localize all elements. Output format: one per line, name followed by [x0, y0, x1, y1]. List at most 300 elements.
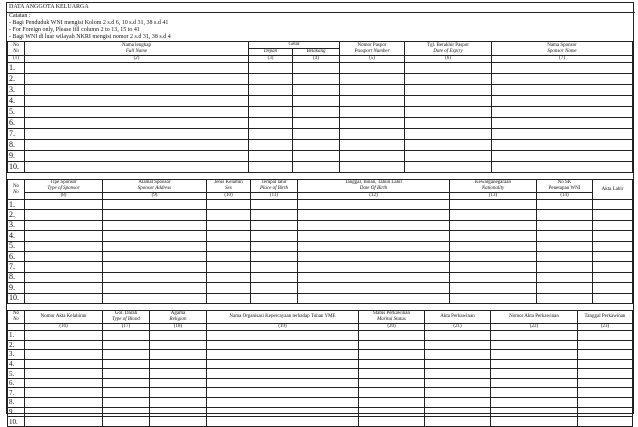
form-cell[interactable]: [578, 388, 633, 398]
form-cell[interactable]: [593, 251, 633, 261]
table-row: [8, 63, 633, 74]
form-cell[interactable]: [150, 340, 207, 350]
form-cell[interactable]: [340, 151, 405, 162]
form-cell[interactable]: [593, 272, 633, 282]
form-cell[interactable]: [150, 369, 207, 379]
form-cell[interactable]: [207, 378, 359, 388]
row-number: 8.: [8, 272, 25, 282]
form-cell[interactable]: [298, 220, 450, 230]
col-passport-header: Nomor Paspor Passport Number: [340, 42, 405, 56]
form-cell[interactable]: [293, 96, 340, 107]
col-date-of-birth-header: Tanggal, Bulan, Tahun Lahir Date Of Birth: [298, 180, 450, 193]
form-cell[interactable]: [537, 210, 593, 220]
form-cell[interactable]: [450, 210, 537, 220]
form-cell[interactable]: [359, 359, 425, 369]
form-cell[interactable]: [298, 283, 450, 293]
form-cell[interactable]: [103, 398, 150, 408]
col-number: (14): [537, 193, 593, 200]
form-cell[interactable]: [359, 350, 425, 360]
form-cell[interactable]: [425, 340, 491, 350]
form-cell[interactable]: [492, 74, 633, 85]
form-cell[interactable]: [249, 74, 293, 85]
form-cell[interactable]: [340, 63, 405, 74]
form-cell[interactable]: [492, 140, 633, 151]
row-number: 4.: [8, 96, 25, 107]
form-cell[interactable]: [593, 210, 633, 220]
form-cell[interactable]: [537, 283, 593, 293]
form-cell[interactable]: [25, 63, 249, 74]
col-sponsor-name-header: Nama Sponsor Sponsor Name: [492, 42, 633, 56]
form-cell[interactable]: [249, 162, 293, 173]
table-row: [8, 407, 633, 417]
form-cell[interactable]: [450, 231, 537, 241]
col-number: (13): [450, 193, 537, 200]
form-cell[interactable]: [251, 220, 298, 230]
form-cell[interactable]: [150, 407, 207, 417]
form-cell[interactable]: [25, 388, 103, 398]
col-nationality-header: Kewarganegaraan Nationality: [450, 180, 537, 193]
form-cell[interactable]: [25, 200, 103, 210]
form-cell[interactable]: [25, 350, 103, 360]
form-cell[interactable]: [298, 262, 450, 272]
form-cell[interactable]: [207, 398, 359, 408]
col-number: (3): [249, 56, 293, 63]
table-row: [8, 210, 633, 220]
col-number: (20): [359, 323, 425, 330]
form-cell[interactable]: [298, 210, 450, 220]
form-cell[interactable]: [207, 330, 359, 340]
form-cell[interactable]: [207, 340, 359, 350]
form-cell[interactable]: [103, 330, 150, 340]
form-cell[interactable]: [593, 231, 633, 241]
form-cell[interactable]: [103, 251, 207, 261]
form-cell[interactable]: [25, 330, 103, 340]
table-row: [8, 417, 633, 427]
form-cell[interactable]: [103, 272, 207, 282]
form-cell[interactable]: [251, 262, 298, 272]
row-number: 10.: [8, 293, 25, 303]
form-cell[interactable]: [491, 369, 578, 379]
form-cell[interactable]: [25, 398, 103, 408]
form-cell[interactable]: [25, 96, 249, 107]
row-number: 1.: [8, 330, 25, 340]
form-cell[interactable]: [25, 340, 103, 350]
form-cell[interactable]: [293, 140, 340, 151]
col-sponsor-type-header: Tipe Sponsor Type of Sponsor: [25, 180, 103, 193]
form-cell[interactable]: [405, 107, 492, 118]
column-number-row: [8, 56, 633, 63]
form-cell[interactable]: [251, 293, 298, 303]
form-cell[interactable]: [537, 251, 593, 261]
form-cell[interactable]: [491, 398, 578, 408]
form-cell[interactable]: [492, 107, 633, 118]
form-cell[interactable]: [405, 140, 492, 151]
form-cell[interactable]: [103, 200, 207, 210]
form-cell[interactable]: [425, 417, 491, 427]
form-cell[interactable]: [25, 272, 103, 282]
table-row: [8, 151, 633, 162]
row-number: 6.: [8, 251, 25, 261]
form-cell[interactable]: [150, 330, 207, 340]
form-cell[interactable]: [491, 350, 578, 360]
note-line: - Bagi WNI di luar wilayah NKRI mengisi nomor 2 s.d 31, 38 s.d 4: [9, 34, 171, 40]
form-cell[interactable]: [593, 220, 633, 230]
table-row: [8, 378, 633, 388]
form-cell[interactable]: [249, 96, 293, 107]
form-cell[interactable]: [450, 272, 537, 282]
form-cell[interactable]: [25, 378, 103, 388]
form-cell[interactable]: [207, 262, 251, 272]
form-cell[interactable]: [425, 407, 491, 417]
form-cell[interactable]: [450, 241, 537, 251]
form-cell[interactable]: [25, 162, 249, 173]
form-cell[interactable]: [491, 407, 578, 417]
form-cell[interactable]: [150, 417, 207, 427]
form-cell[interactable]: [103, 220, 207, 230]
form-cell[interactable]: [578, 398, 633, 408]
form-cell[interactable]: [537, 200, 593, 210]
form-cell[interactable]: [298, 251, 450, 261]
form-cell[interactable]: [298, 293, 450, 303]
form-cell[interactable]: [491, 359, 578, 369]
form-cell[interactable]: [207, 293, 251, 303]
form-cell[interactable]: [425, 359, 491, 369]
table-row: [8, 129, 633, 140]
row-number: 6.: [8, 378, 25, 388]
table-row: [8, 388, 633, 398]
form-cell[interactable]: [103, 210, 207, 220]
col-number: (16): [25, 323, 103, 330]
form-cell[interactable]: [425, 388, 491, 398]
col-sk-header: No SK Penetapan WNI: [537, 180, 593, 193]
col-full-name-header: Nama lengkap Full Name: [25, 42, 249, 56]
form-cell[interactable]: [251, 272, 298, 282]
form-cell[interactable]: [578, 330, 633, 340]
col-religion-header: Agama Religion: [150, 310, 207, 323]
form-cell[interactable]: [293, 63, 340, 74]
form-cell[interactable]: [25, 231, 103, 241]
form-cell[interactable]: [340, 74, 405, 85]
form-cell[interactable]: [340, 162, 405, 173]
form-cell[interactable]: [492, 118, 633, 129]
col-number: (8): [25, 193, 103, 200]
form-cell[interactable]: [425, 330, 491, 340]
table-row: [8, 107, 633, 118]
form-cell[interactable]: [405, 118, 492, 129]
table-row: [8, 85, 633, 96]
form-cell[interactable]: [25, 417, 103, 427]
form-cell[interactable]: [359, 340, 425, 350]
form-cell[interactable]: [492, 162, 633, 173]
form-cell[interactable]: [251, 251, 298, 261]
form-cell[interactable]: [207, 210, 251, 220]
table-row: [8, 272, 633, 282]
form-cell[interactable]: [25, 140, 249, 151]
form-cell[interactable]: [293, 151, 340, 162]
form-cell[interactable]: [103, 359, 150, 369]
col-place-of-birth-header: Tempat lahir Place of Birth: [251, 180, 298, 193]
form-cell[interactable]: [25, 85, 249, 96]
col-back-title-header: Belakang: [293, 49, 340, 56]
form-cell[interactable]: [492, 151, 633, 162]
form-cell[interactable]: [150, 398, 207, 408]
form-cell[interactable]: [25, 118, 249, 129]
form-cell[interactable]: [298, 200, 450, 210]
form-cell[interactable]: [450, 251, 537, 261]
form-cell[interactable]: [249, 140, 293, 151]
form-cell[interactable]: [249, 107, 293, 118]
form-cell[interactable]: [405, 74, 492, 85]
row-number: 9.: [8, 407, 25, 417]
col-title-header: Gelar: [249, 42, 340, 49]
form-cell[interactable]: [450, 293, 537, 303]
form-cell[interactable]: [251, 231, 298, 241]
form-cell[interactable]: [251, 210, 298, 220]
form-cell[interactable]: [450, 220, 537, 230]
form-cell[interactable]: [25, 241, 103, 251]
col-number: (17): [103, 323, 150, 330]
row-number: 5.: [8, 369, 25, 379]
col-number: (11): [251, 193, 298, 200]
form-cell[interactable]: [425, 378, 491, 388]
form-cell[interactable]: [25, 293, 103, 303]
form-cell[interactable]: [207, 359, 359, 369]
table-row: [8, 200, 633, 210]
form-header: [7, 3, 633, 41]
col-no-header: No No: [8, 180, 25, 200]
col-front-title-header: Depan: [249, 49, 293, 56]
form-cell[interactable]: [359, 388, 425, 398]
form-cell[interactable]: [491, 417, 578, 427]
form-cell[interactable]: [425, 350, 491, 360]
form-cell[interactable]: [207, 231, 251, 241]
form-cell[interactable]: [578, 340, 633, 350]
form-cell[interactable]: [103, 262, 207, 272]
table-row: [8, 96, 633, 107]
form-cell[interactable]: [293, 107, 340, 118]
form-cell[interactable]: [359, 369, 425, 379]
form-cell[interactable]: [340, 96, 405, 107]
form-cell[interactable]: [207, 283, 251, 293]
form-cell[interactable]: [537, 241, 593, 251]
form-cell[interactable]: [578, 369, 633, 379]
form-cell[interactable]: [207, 350, 359, 360]
form-cell[interactable]: [359, 378, 425, 388]
form-cell[interactable]: [103, 350, 150, 360]
form-cell[interactable]: [251, 241, 298, 251]
form-cell[interactable]: [405, 96, 492, 107]
form-cell[interactable]: [491, 388, 578, 398]
form-cell[interactable]: [103, 407, 150, 417]
form-cell[interactable]: [340, 129, 405, 140]
form-cell[interactable]: [405, 151, 492, 162]
form-cell[interactable]: [340, 85, 405, 96]
form-cell[interactable]: [593, 262, 633, 272]
row-number: 10.: [8, 162, 25, 173]
col-number: (4): [293, 56, 340, 63]
note-line: Catatan :: [9, 13, 31, 19]
form-cell[interactable]: [150, 378, 207, 388]
form-cell[interactable]: [207, 220, 251, 230]
col-birth-cert-header: Akta Lahir: [593, 180, 633, 200]
col-number: (21): [425, 323, 491, 330]
form-title: DATA ANGGOTA KELUARGA: [7, 4, 635, 13]
form-cell[interactable]: [25, 251, 103, 261]
form-cell[interactable]: [593, 293, 633, 303]
form-cell[interactable]: [450, 200, 537, 210]
form-cell[interactable]: [492, 96, 633, 107]
form-cell[interactable]: [425, 369, 491, 379]
form-cell[interactable]: [207, 407, 359, 417]
form-cell[interactable]: [207, 272, 251, 282]
col-number: (12): [298, 193, 450, 200]
col-number: (1): [8, 56, 25, 63]
form-cell[interactable]: [578, 417, 633, 427]
form-cell[interactable]: [249, 85, 293, 96]
form-cell[interactable]: [293, 129, 340, 140]
form-cell[interactable]: [593, 283, 633, 293]
col-marriage-cert-number-header: Nomor Akta Perkawinan: [491, 310, 578, 323]
col-marriage-date-header: Tanggal Perkawinan: [578, 310, 633, 323]
column-number-row: [8, 323, 633, 330]
form-cell[interactable]: [25, 151, 249, 162]
form-cell[interactable]: [450, 262, 537, 272]
form-cell[interactable]: [103, 378, 150, 388]
form-cell[interactable]: [298, 231, 450, 241]
form-cell[interactable]: [359, 417, 425, 427]
form-cell[interactable]: [103, 417, 150, 427]
form-cell[interactable]: [340, 107, 405, 118]
form-cell[interactable]: [249, 63, 293, 74]
row-number: 10.: [8, 417, 25, 427]
form-cell[interactable]: [492, 129, 633, 140]
form-cell[interactable]: [103, 388, 150, 398]
form-cell[interactable]: [25, 407, 103, 417]
table-row: [8, 231, 633, 241]
form-cell[interactable]: [593, 241, 633, 251]
row-number: 2.: [8, 74, 25, 85]
col-passport-expiry-header: Tgl. Berakhir Paspor Date of Expiry: [405, 42, 492, 56]
row-number: 5.: [8, 107, 25, 118]
col-belief-org-header: Nama Organisasi Kepercayaan terhadap Tuhan YME: [207, 310, 359, 323]
form-cell[interactable]: [359, 398, 425, 408]
form-cell[interactable]: [25, 129, 249, 140]
form-cell[interactable]: [492, 85, 633, 96]
form-cell[interactable]: [207, 200, 251, 210]
form-cell[interactable]: [25, 210, 103, 220]
form-cell[interactable]: [537, 272, 593, 282]
form-cell[interactable]: [578, 350, 633, 360]
form-cell[interactable]: [450, 283, 537, 293]
form-cell[interactable]: [578, 359, 633, 369]
form-cell[interactable]: [537, 231, 593, 241]
form-cell[interactable]: [103, 340, 150, 350]
row-number: 4.: [8, 359, 25, 369]
col-marital-status-header: Status Perkawinan Marital Status: [359, 310, 425, 323]
form-cell[interactable]: [537, 262, 593, 272]
form-cell[interactable]: [103, 241, 207, 251]
form-cell[interactable]: [103, 283, 207, 293]
form-cell[interactable]: [340, 140, 405, 151]
form-cell[interactable]: [103, 293, 207, 303]
form-cell[interactable]: [405, 129, 492, 140]
form-cell[interactable]: [150, 388, 207, 398]
form-cell[interactable]: [491, 330, 578, 340]
form-cell[interactable]: [537, 293, 593, 303]
form-cell[interactable]: [150, 359, 207, 369]
form-cell[interactable]: [359, 330, 425, 340]
form-cell[interactable]: [25, 359, 103, 369]
table-row: [8, 251, 633, 261]
table-row: [8, 162, 633, 173]
form-cell[interactable]: [491, 340, 578, 350]
form-cell[interactable]: [298, 272, 450, 282]
table-row: [8, 118, 633, 129]
form-cell[interactable]: [207, 241, 251, 251]
form-cell[interactable]: [293, 118, 340, 129]
form-cell[interactable]: [207, 369, 359, 379]
row-number: 2.: [8, 340, 25, 350]
row-number: 3.: [8, 85, 25, 96]
form-cell[interactable]: [293, 162, 340, 173]
form-cell[interactable]: [25, 220, 103, 230]
form-cell[interactable]: [249, 129, 293, 140]
form-cell[interactable]: [251, 283, 298, 293]
form-cell[interactable]: [298, 241, 450, 251]
form-cell[interactable]: [251, 200, 298, 210]
form-cell[interactable]: [103, 231, 207, 241]
col-number: (6): [405, 56, 492, 63]
form-cell[interactable]: [405, 63, 492, 74]
form-cell[interactable]: [150, 350, 207, 360]
col-marriage-cert-header: Akta Perkawinan: [425, 310, 491, 323]
form-cell[interactable]: [249, 118, 293, 129]
form-cell[interactable]: [405, 162, 492, 173]
form-cell[interactable]: [593, 200, 633, 210]
table-row: [8, 283, 633, 293]
column-number-row: [8, 193, 633, 200]
form-cell[interactable]: [578, 407, 633, 417]
col-birth-cert-number-header: Nomor Akta Kelahiran: [25, 310, 103, 323]
form-cell[interactable]: [25, 74, 249, 85]
form-cell[interactable]: [340, 118, 405, 129]
form-cell[interactable]: [405, 85, 492, 96]
table-row: [8, 340, 633, 350]
form-cell[interactable]: [293, 85, 340, 96]
table-row: [8, 369, 633, 379]
form-cell[interactable]: [25, 369, 103, 379]
form-cell[interactable]: [207, 251, 251, 261]
form-cell[interactable]: [537, 220, 593, 230]
form-cell[interactable]: [359, 407, 425, 417]
form-cell[interactable]: [25, 107, 249, 118]
form-cell[interactable]: [103, 369, 150, 379]
form-cell[interactable]: [25, 262, 103, 272]
form-cell[interactable]: [25, 283, 103, 293]
row-number: 8.: [8, 140, 25, 151]
form-cell[interactable]: [578, 378, 633, 388]
form-cell[interactable]: [492, 63, 633, 74]
col-number: (9): [103, 193, 207, 200]
row-number: 8.: [8, 398, 25, 408]
form-cell[interactable]: [491, 378, 578, 388]
row-number: 7.: [8, 388, 25, 398]
form-cell[interactable]: [207, 417, 359, 427]
form-cell[interactable]: [207, 388, 359, 398]
form-cell[interactable]: [249, 151, 293, 162]
form-cell[interactable]: [425, 398, 491, 408]
form-cell[interactable]: [293, 74, 340, 85]
